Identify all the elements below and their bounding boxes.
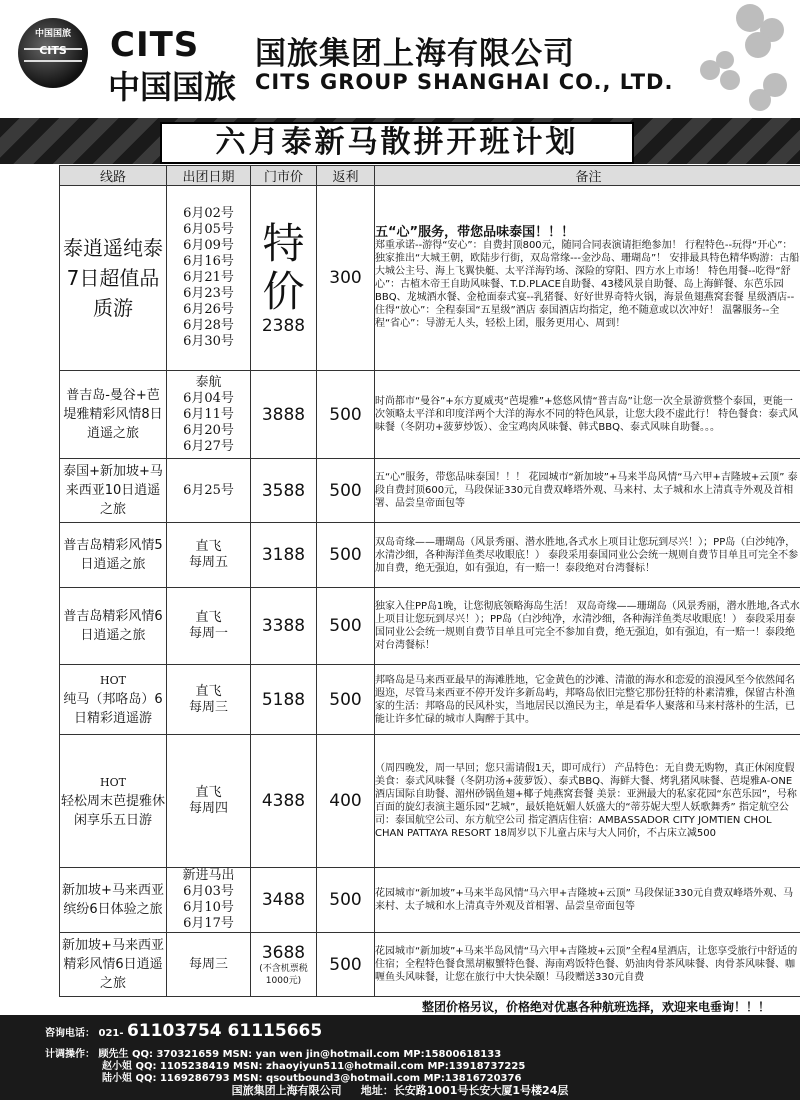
footer xyxy=(0,1015,800,1100)
route-cell: 普吉岛精彩风情5日逍遥之旅 xyxy=(60,523,167,588)
contact-mp: MP:15800618133 xyxy=(403,1049,502,1060)
route-name: 轻松周末芭提雅休闲享乐五日游 xyxy=(60,793,165,828)
table-row xyxy=(60,588,800,665)
col-header-notes: 备注 xyxy=(375,166,800,186)
route-cell: 泰国+新加坡+马来西亚10日逍遥之旅 xyxy=(60,459,167,523)
contact-qq: QQ: 1105238419 xyxy=(135,1061,230,1072)
company-name-cn: 国旅集团上海有限公司 xyxy=(255,36,575,72)
rebate-cell: 300 xyxy=(317,186,375,371)
date-item: 新进马出 xyxy=(182,868,235,883)
price-value: 2388 xyxy=(261,316,306,336)
rebate-cell: 500 xyxy=(317,868,375,933)
page-title: 六月泰新马散拼开班计划 xyxy=(160,122,634,164)
logo-text-center: CITS xyxy=(39,44,67,57)
route-cell: 新加坡+马来西亚缤纷6日体验之旅 xyxy=(60,868,167,933)
date-item: 6月05号 xyxy=(183,222,234,237)
date-item: 6月10号 xyxy=(183,900,234,915)
contact-msn: MSN: qsoutbound3@hotmail.com xyxy=(233,1073,421,1084)
table-row xyxy=(60,371,800,459)
brand-cn: 中国国旅 xyxy=(108,68,237,106)
route-cell: 普吉岛-曼谷+芭堤雅精彩风情8日逍遥之旅 xyxy=(60,371,167,459)
price-cell: 4388 xyxy=(251,735,317,868)
rebate-cell: 500 xyxy=(317,665,375,735)
rebate-cell: 500 xyxy=(317,523,375,588)
date-item: 直飞 xyxy=(195,683,222,699)
notes-cell: 双岛奇缘——珊瑚岛（风景秀丽、潜水胜地,各式水上项目让您玩到尽兴！）；PP岛（白沙纯净，水清沙细，各种海洋鱼类尽收眼底！） 泰段采用泰国同业公会统一规则自费节目单且可完全不参加自费，绝无强迫，如有强迫，有一赔一！泰段绝对台湾餐标！ xyxy=(375,523,800,588)
notes-text: 郑重承诺--游得“安心”：自费封顶800元，随同合同表演请拒绝参加！ 行程特色--玩得“开心”：独家推出“大城王朝，欧陆步行街，双岛常缘---金沙岛、珊瑚岛”！ 安排最具特色精华购游：古船大城公主号、海上飞翼快艇、太平洋海钓场、深险的穿阳、四方水上市场！ 特色用餐--吃得“舒心”：古植木帝王自助风味餐、T.D.PLACE自助餐、43楼风景自助餐、岛上海鲜餐、东芭乐园BBQ、龙城酒水餐、金枪面泰式宴--乳猪餐、好好世界奇特火锅，海景鱼翅燕窝套餐 星级酒店--住得“放心”：全程泰国“五星级”酒店 泰国酒店均指定，绝不随意或以次冲好！ 温馨服务--全程“省心”：导游无人头，轻松上团，服务更用心、周到！ xyxy=(375,240,800,329)
route-cell: 普吉岛精彩风情6日逍遥之旅 xyxy=(60,588,167,665)
tour-plan-table xyxy=(59,165,800,997)
date-item: 直飞 xyxy=(195,785,222,800)
contact-qq: QQ: 1169286793 xyxy=(135,1073,230,1084)
table-row xyxy=(60,868,800,933)
contact-mp: MP:13816720376 xyxy=(423,1073,522,1084)
contact-qq: QQ: 370321659 xyxy=(131,1049,220,1060)
date-item: 6月04号 xyxy=(183,390,234,406)
cits-logo-icon xyxy=(18,18,88,88)
rebate-cell: 500 xyxy=(317,371,375,459)
dates-cell xyxy=(167,371,251,459)
hot-badge: HOT xyxy=(100,775,126,789)
notes-cell: 花园城市“新加坡”+马来半岛风情“马六甲+吉隆坡+云顶”全程4星酒店，让您享受旅行中舒适的住宿；全程特色餐食黑胡椒蟹特色餐、海南鸡饭特色餐、奶油肉骨茶风味餐、肉骨茶风味餐、咖喱鱼头风味餐，让您在旅行中大快朵颐！马段赠送330元自费 xyxy=(375,933,800,997)
table-row xyxy=(60,665,800,735)
date-item: 6月09号 xyxy=(183,238,234,253)
brand-en: CITS xyxy=(110,25,200,65)
table-row xyxy=(60,933,800,997)
footer-note xyxy=(0,998,800,1015)
company-address xyxy=(0,1082,800,1098)
dates-cell xyxy=(167,186,251,371)
hotline-label: 咨询电话： xyxy=(45,1028,95,1039)
date-item: 6月16号 xyxy=(183,254,234,269)
route-name: 纯马（邦咯岛）6日精彩逍遥游 xyxy=(63,692,163,726)
date-item: 泰航 xyxy=(195,374,222,390)
hotline-row xyxy=(45,1021,322,1041)
price-cell: 3488 xyxy=(251,868,317,933)
date-item: 6月26号 xyxy=(183,302,234,317)
route-cell: 泰逍遥纯泰7日超值品质游 xyxy=(60,186,167,371)
footer-address: 地址：长安路1001号长安大厦1号楼24层 xyxy=(360,1084,569,1097)
col-header-rebate: 返利 xyxy=(317,166,375,186)
contact-msn: MSN: yan wen jin@hotmail.com xyxy=(222,1049,400,1060)
contacts-label: 计调操作： xyxy=(45,1049,95,1060)
rebate-cell: 500 xyxy=(317,459,375,523)
notes-cell: 花园城市“新加坡”+马来半岛风情“马六甲+吉隆坡+云顶” 马段保证330元自费双峰塔外观、马来村、太子城和水上清真寺外观及首相署、品尝皇帝面包等 xyxy=(375,868,800,933)
contact-mp: MP:13918737225 xyxy=(427,1061,526,1072)
date-item: 6月21号 xyxy=(183,270,234,285)
col-header-route: 线路 xyxy=(60,166,167,186)
date-item: 6月03号 xyxy=(183,884,234,899)
date-item: 直飞 xyxy=(195,610,222,625)
special-price-char: 价 xyxy=(262,267,305,316)
footer-note-text: 整团价格另议，价格绝对优惠各种航班选择，欢迎来电垂询！！！ xyxy=(421,1000,770,1014)
notes-cell xyxy=(375,186,800,371)
date-item: 6月25号 xyxy=(183,482,234,498)
company-name-en: CITS GROUP SHANGHAI CO., LTD. xyxy=(255,70,674,94)
table-header-row xyxy=(60,166,800,186)
rebate-cell: 500 xyxy=(317,588,375,665)
dates-cell xyxy=(167,523,251,588)
header xyxy=(0,0,800,118)
dates-cell xyxy=(167,459,251,523)
dates-cell xyxy=(167,665,251,735)
hotline-prefix: 021- xyxy=(98,1028,124,1039)
date-item: 6月02号 xyxy=(183,206,234,221)
date-item: 每周四 xyxy=(188,801,228,816)
dates-cell xyxy=(167,868,251,933)
date-item: 6月30号 xyxy=(183,334,234,349)
notes-headline: 五“心”服务，带您品味泰国！！！ xyxy=(375,225,575,240)
price-cell xyxy=(251,186,317,371)
date-item: 每周三 xyxy=(188,956,228,972)
route-cell xyxy=(60,665,167,735)
price-note: (不含机票税1000元) xyxy=(259,963,308,986)
dates-cell xyxy=(167,735,251,868)
price-value: 3688 xyxy=(261,942,306,963)
price-cell: 3888 xyxy=(251,371,317,459)
clover-decoration-icon xyxy=(680,0,790,118)
col-header-dates: 出团日期 xyxy=(167,166,251,186)
price-cell: 5188 xyxy=(251,665,317,735)
date-item: 6月23号 xyxy=(183,286,234,301)
date-item: 6月27号 xyxy=(183,438,234,454)
special-price-char: 特 xyxy=(262,219,305,268)
date-item: 6月17号 xyxy=(183,916,234,931)
contact-msn: MSN: zhaoyiyun511@hotmail.com xyxy=(233,1061,424,1072)
date-item: 每周三 xyxy=(188,699,228,715)
contact-name: 赵小姐 xyxy=(102,1061,132,1072)
notes-cell: （周四晚发，周一早回；您只需请假1天，即可成行） 产品特色：无自费无购物，真正休闲度假 美食：泰式风味餐（冬阴功汤+菠萝饭）、泰式BBQ、海鲜大餐、烤乳猪风味餐、芭堤雅A-ONE酒店国际自助餐、湄州砂锅鱼翅+椰子炖燕窝套餐 美景：亚洲最大的私家花园“东芭乐园”，号称百面的旋幻表演主题乐园“艺城”，最妖艳妩媚人妖盛大的“蒂芬妮大型人妖歌舞秀” 指定航空公司：泰国航空公司、东方航空公司 指定酒店住宿：AMBASSADOR CITY JOMTIEN CHOL CHAN PATTAYA RESORT 18周岁以下儿童占床与大人同价，不占床立减500 xyxy=(375,735,800,868)
contact-name: 陆小姐 xyxy=(102,1073,132,1084)
notes-cell: 邦咯岛是马来西亚最早的海滩胜地，它金黄色的沙滩、清澈的海水和恋爱的浪漫风至今依然闻名遐迩，尽管马来西亚不停开发许多新岛屿，邦咯岛依旧完整它那份狂特的朴素清雅，保留古朴渔家的生活：邦咯岛的民风朴实，当地居民以渔民为主，单是看华人聚落和马来村落朴的生活，已能让许多忙碌的城市人陶醉于其中。 xyxy=(375,665,800,735)
date-item: 每周一 xyxy=(188,626,228,641)
date-item: 6月11号 xyxy=(183,406,234,422)
date-item: 直飞 xyxy=(195,539,222,554)
price-cell: 3588 xyxy=(251,459,317,523)
notes-cell: 时尚都市“曼谷”+东方夏威夷“芭堤雅”+悠悠风情“普吉岛”让您一次全景游赏整个泰国，更能一次领略太平洋和印度洋两个大洋的海水不同的特色风景，让您大段不虚此行！ 特色餐食：泰式风味餐（冬阴功+菠萝炒饭）、金宝鸡肉风味餐、韩式BBQ、泰式风味自助餐。。。 xyxy=(375,371,800,459)
route-cell: 新加坡+马来西亚精彩风情6日逍遥之旅 xyxy=(60,933,167,997)
hot-badge: HOT xyxy=(100,674,126,687)
rebate-cell: 400 xyxy=(317,735,375,868)
price-cell: 3388 xyxy=(251,588,317,665)
hotline-numbers[interactable]: 61103754 61115665 xyxy=(127,1021,323,1041)
table-row xyxy=(60,186,800,371)
dates-cell xyxy=(167,933,251,997)
col-header-price: 门市价 xyxy=(251,166,317,186)
notes-cell: 独家入住PP岛1晚，让您彻底领略海岛生活！ 双岛奇缘——珊瑚岛（风景秀丽，潜水胜地,各式水上项目让您玩到尽兴！）；PP岛（白沙纯净，水清沙细，各种海洋鱼类尽收眼底！） 泰段采用泰国同业公会统一规则自费节目单且可完全不参加自费，绝无强迫，如有强迫，有一赔一！泰段绝对台湾餐标！ xyxy=(375,588,800,665)
contact-name: 顾先生 xyxy=(98,1049,129,1060)
logo-text-top: 中国国旅 xyxy=(34,29,71,39)
table-row xyxy=(60,523,800,588)
rebate-cell: 500 xyxy=(317,933,375,997)
date-item: 6月20号 xyxy=(183,422,234,438)
notes-cell: 五“心”服务，带您品味泰国！！！ 花园城市“新加坡”+马来半岛风情“马六甲+吉隆坡+云顶” 泰段自费封顶600元，马段保证330元自费双峰塔外观、马来村、太子城和水上清真寺外观及首相署、品尝皇帝面包等 xyxy=(375,459,800,523)
footer-company: 国旅集团上海有限公司 xyxy=(231,1084,342,1097)
route-cell xyxy=(60,735,167,868)
table-row xyxy=(60,735,800,868)
date-item: 每周五 xyxy=(188,555,228,570)
dates-cell xyxy=(167,588,251,665)
table-row xyxy=(60,459,800,523)
date-item: 6月28号 xyxy=(183,318,234,333)
price-cell xyxy=(251,933,317,997)
price-cell: 3188 xyxy=(251,523,317,588)
